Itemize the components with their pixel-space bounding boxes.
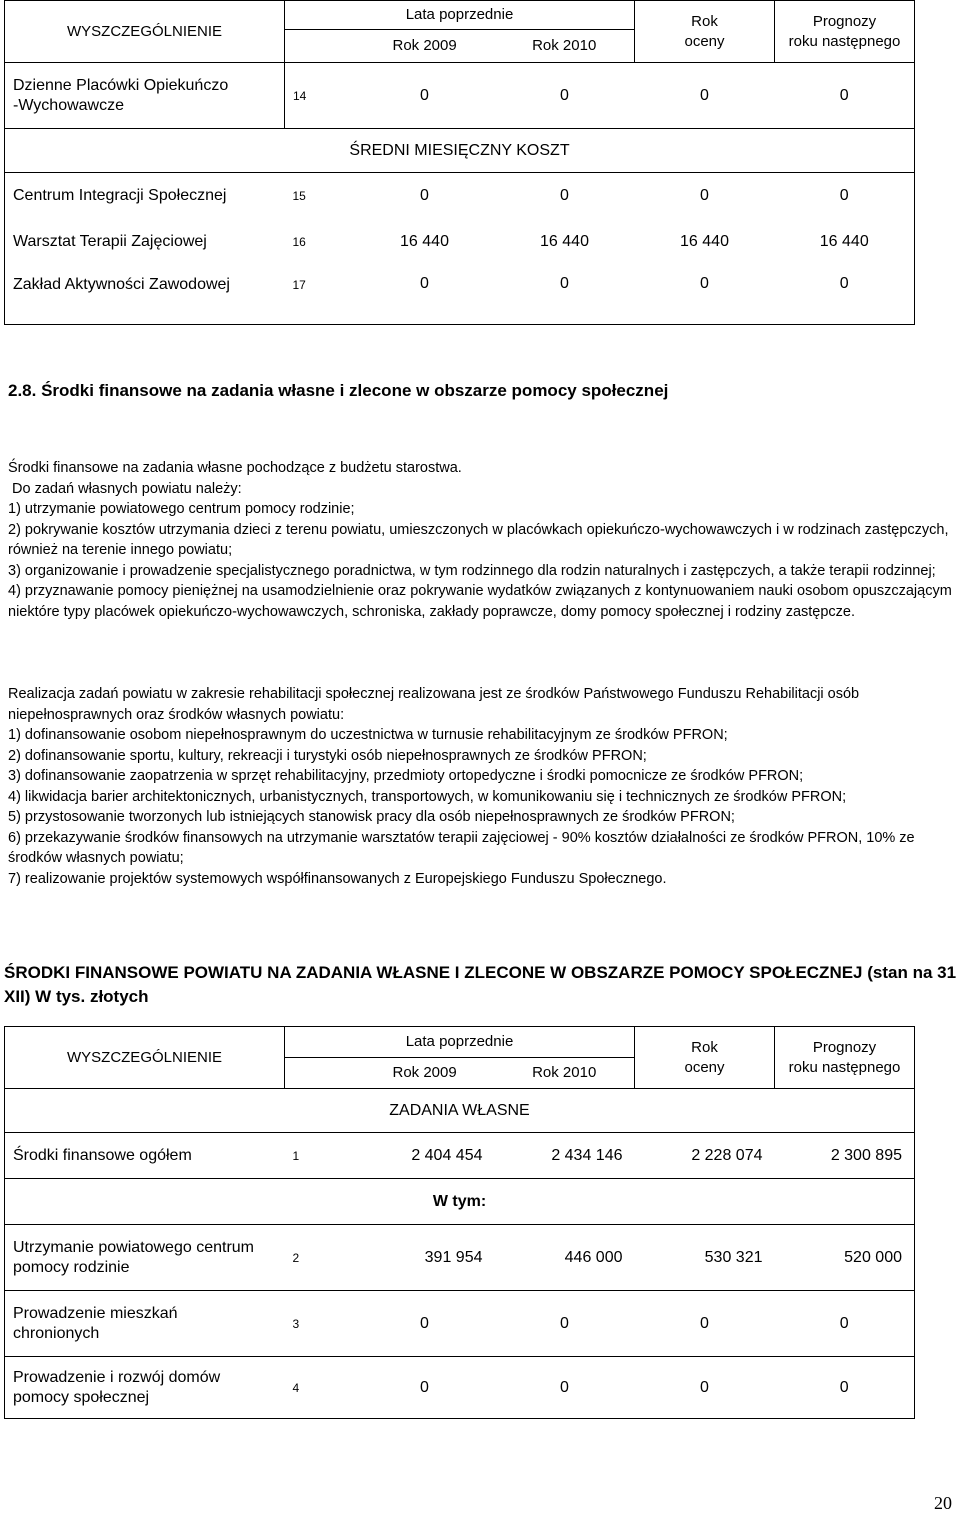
paragraph-line: 3) dofinansowanie zaopatrzenia w sprzęt rehabilitacyjny, przedmioty ortopedyczne i środki pomocnicze ze środków PFRON; [8,768,804,784]
cell-rok-oceny: 0 [635,63,775,129]
row-name: Środki finansowe ogółem [5,1133,285,1179]
section-title: ZADANIA WŁASNE [5,1089,915,1133]
row-name: Centrum Integracji Społecznej [5,173,285,219]
cell-prognozy: 520 000 [775,1225,915,1291]
table-row [5,1133,915,1179]
row-number: 14 [285,63,355,129]
cell-rok-oceny: 0 [635,265,775,325]
cell-prognozy: 2 300 895 [775,1133,915,1179]
row-name: Prowadzenie mieszkań chronionych [5,1291,285,1357]
subsection-title: W tym: [5,1179,915,1225]
cell-prognozy: 0 [775,1357,915,1419]
header-prognozy: Prognozy roku następnego [775,1,915,63]
section-title: ŚREDNI MIESIĘCZNY KOSZT [5,129,915,173]
table-row [5,1291,915,1357]
row-number: 16 [292,234,306,249]
row-name: Utrzymanie powiatowego centrum pomocy rodzinie [5,1225,285,1291]
cell-2009: 2 404 454 [355,1133,495,1179]
section-heading-2-8: 2.8. Środki finansowe na zadania własne i zlecone w obszarze pomocy społecznej [8,381,669,400]
table-row [5,219,915,265]
paragraph-line: 4) likwidacja barier architektonicznych, urbanistycznych, transportowych, w komunikowaniu się i technicznych ze środków PFRON; [8,788,847,805]
cell-2010: 16 440 [540,232,589,250]
cell-2010: 0 [495,1357,635,1419]
cell-2009: 391 954 [355,1225,495,1291]
cell-2009: 0 [355,265,495,325]
paragraph-line: 1) dofinansowanie osobom niepełnosprawnym do uczestnictwa w turnusie rehabilitacyjnym ze środków PFRON; [8,727,728,743]
row-name: Zakład Aktywności Zawodowej [5,265,285,325]
paragraph-line: 7) realizowanie projektów systemowych współfinansowanych z Europejskiego Funduszu Społecznego. [8,870,667,887]
cell-2009: 0 [355,63,495,129]
cell-2009: 0 [355,1357,495,1419]
header-spec: WYSZCZEGÓLNIENIE [5,1027,285,1089]
paragraph-line: Środki finansowe na zadania własne pochodzące z budżetu starostwa. [8,460,462,476]
cell-2009: 16 440 [400,232,449,250]
row-name: Prowadzenie i rozwój domów pomocy społecznej [5,1357,285,1419]
cell-prognozy: 16 440 [775,219,915,265]
cell-prognozy: 0 [775,173,915,219]
paragraph-own-tasks [8,458,953,622]
cell-rok-oceny: 2 228 074 [635,1133,775,1179]
header-spec: WYSZCZEGÓLNIENIE [5,1,285,63]
row-name: Dzienne Placówki Opiekuńczo -Wychowawcze [5,63,285,129]
row-name: Warsztat Terapii Zajęciowej [5,219,285,265]
header-prev-years: Lata poprzednie [285,1,634,30]
cell-2009: 0 [355,1291,495,1357]
paragraph-line: Realizacja zadań powiatu w zakresie rehabilitacji społecznej realizowana jest ze środków Państwowego Funduszu Rehabilitacji osób niepełnosprawnych oraz środków własnych powiatu: [8,686,860,723]
paragraph-line: 1) utrzymanie powiatowego centrum pomocy rodzinie; [8,501,355,517]
header-rok-oceny: Rok oceny [635,1027,775,1089]
table-row [5,265,915,325]
paragraph-line: 6) przekazywanie środków finansowych na utrzymanie warsztatów terapii zajęciowej - 90% kosztów działalności ze środków PFRON, 10% ze środków własnych powiatu; [8,829,915,866]
table-funds [4,1026,915,1419]
table-row [5,1357,915,1419]
paragraph-line: 2) pokrywanie kosztów utrzymania dzieci z terenu powiatu, umieszczonych w placówkach opiekuńczo-wychowawczych i w rodzinach zastępczych, również na terenie innego powiatu; [8,521,949,558]
row-number: 2 [285,1225,355,1291]
cell-2010: 446 000 [495,1225,635,1291]
cell-2010: 0 [495,265,635,325]
cell-prognozy: 0 [775,1291,915,1357]
header-2010: Rok 2010 [532,1064,597,1081]
row-number: 17 [285,265,355,325]
cell-2010: 2 434 146 [495,1133,635,1179]
row-number: 15 [292,188,306,203]
paragraph-line: 2) dofinansowanie sportu, kultury, rekreacji i turystyki osób niepełnosprawnych ze środków PFRON; [8,747,647,764]
page-number: 20 [934,1493,952,1513]
paragraph-line: 4) przyznawanie pomocy pieniężnej na usamodzielnienie oraz pokrywanie wydatków związanych z kontynuowaniem nauki osobom opuszczającym niektóre typy placówek opiekuńczo-wychowawczych, schroniska, zakłady poprawcze, domy pomocy społecznej i rodziny zastępcze. [8,583,952,620]
paragraph-line: 5) przystosowanie tworzonych lub istniejących stanowisk pracy dla osób niepełnosprawnych ze środków PFRON; [8,809,735,825]
table-row [5,1225,915,1291]
header-rok-oceny: Rok oceny [635,1,775,63]
row-number: 3 [285,1291,355,1357]
cell-prognozy: 0 [775,265,915,325]
cell-2009: 0 [420,186,429,204]
header-prev-years: Lata poprzednie [285,1027,634,1058]
row-number: 4 [285,1357,355,1419]
cell-rok-oceny: 530 321 [635,1225,775,1291]
paragraph-rehabilitation [8,684,953,889]
cell-rok-oceny: 0 [635,1357,775,1419]
table-average-cost [4,0,915,325]
funds-table-title: ŚRODKI FINANSOWE POWIATU NA ZADANIA WŁASNE I ZLECONE W OBSZARZE POMOCY SPOŁECZNEJ (stan na 31 XII) W tys. złotych [4,963,957,1006]
paragraph-line: Do zadań własnych powiatu należy: [12,480,242,497]
header-2009: Rok 2009 [392,1064,457,1081]
cell-2010: 0 [560,186,569,204]
paragraph-line: 3) organizowanie i prowadzenie specjalistycznego poradnictwa, w tym rodzinnego dla rodzin naturalnych i zastępczych, a także terapii rodzinnej; [8,562,936,579]
cell-rok-oceny: 0 [700,186,709,204]
cell-rok-oceny: 0 [635,1291,775,1357]
row-number: 1 [285,1133,355,1179]
cell-rok-oceny: 16 440 [680,232,729,250]
cell-prognozy: 0 [775,63,915,129]
cell-2010: 0 [495,63,635,129]
header-2009: Rok 2009 [392,37,457,54]
header-prognozy: Prognozy roku następnego [775,1027,915,1089]
table-row [5,63,915,129]
header-2010: Rok 2010 [532,37,597,54]
table-row [5,173,915,219]
cell-2010: 0 [495,1291,635,1357]
